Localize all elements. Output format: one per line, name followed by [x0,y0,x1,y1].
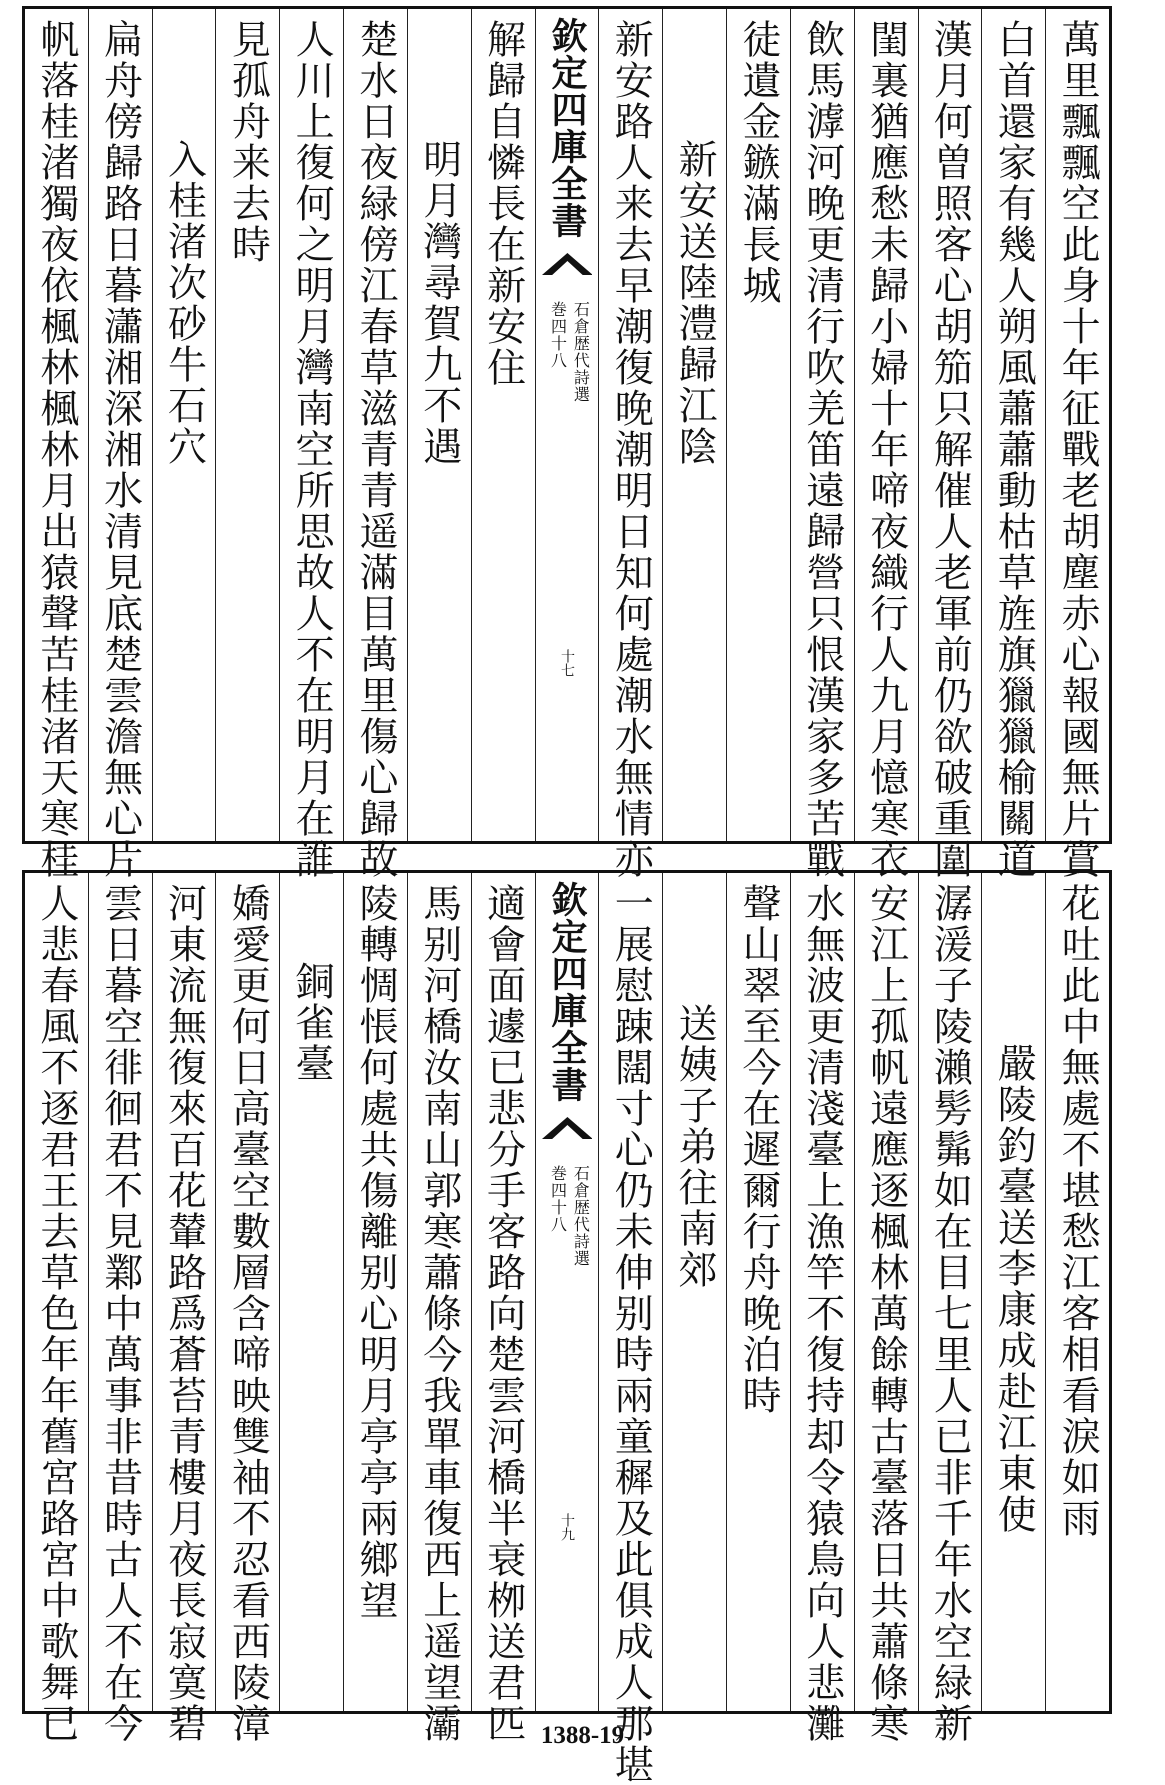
column-text: 帆落桂渚獨夜依楓林楓林月出猿聲苦桂渚天寒桂 [33,19,79,880]
text-column [279,9,343,880]
source-title: 石倉歴代詩選 [571,301,591,403]
top-page-columns [25,9,1109,880]
text-column [726,9,790,841]
text-column [343,873,407,1711]
column-text: 萬里飄飄空此身十年征戰老胡塵赤心報國無片賞 [1055,19,1101,880]
text-column [598,9,662,880]
text-column [88,873,152,1744]
text-column [1045,9,1109,880]
column-text: 水無波更清淺臺上漁竿不復持却令猿鳥向人悲灘 [799,883,845,1744]
text-column [981,9,1045,880]
text-column [598,873,662,1785]
page-id-footer: 1388-19 [540,1722,625,1749]
text-column [88,9,152,880]
column-text: 一展慰踈闊寸心仍未伸别時兩童穉及此俱成人那堪 [608,883,654,1785]
text-column [25,873,88,1744]
poem-title: 明月灣尋賀九不遇 [416,139,462,467]
book-title: 欽定四庫全書 [545,17,588,239]
volume-label: 巻四十八 [548,301,568,369]
poem-title: 銅雀臺 [289,961,335,1084]
poem-title-column [152,9,216,841]
book-title: 欽定四庫全書 [545,881,588,1103]
text-column [854,9,918,880]
poem-title-column [407,9,471,841]
poem-title-column [662,9,726,841]
column-text: 飲馬滹河晚更清行吹羌笛遠歸營只恨漢家多苦戰 [799,19,845,880]
text-column [215,9,279,841]
poem-title: 送姨子弟往南郊 [672,1003,718,1290]
center-fold-column [535,9,599,841]
poem-title-column [279,873,343,1711]
column-text: 人悲春風不逐君王去草色年年舊宮路宮中歌舞已 [33,883,79,1744]
text-column [25,9,88,880]
poem-title: 入桂渚次砂牛石穴 [161,139,207,467]
column-text: 徒遺金鏃滿長城 [735,19,781,306]
poem-title-column [981,873,1045,1711]
column-text: 馬别河橋汝南山郭寒蕭條今我單車復西上遥望灞 [416,883,462,1744]
column-text: 見孤舟来去時 [225,19,271,265]
column-text: 陵轉惆悵何處共傷離别心明月亭亭兩鄉望 [352,883,398,1621]
column-text: 雲日暮空徘徊君不見鄴中萬事非昔時古人不在今 [97,883,143,1744]
top-page [22,6,1112,880]
text-column [407,873,471,1744]
text-column [918,9,982,880]
poem-title: 嚴陵釣臺送李康成赴江東使 [991,1043,1037,1535]
text-column [471,873,535,1744]
text-column [471,9,535,841]
column-text: 扁舟傍歸路日暮瀟湘深湘水清見底楚雲澹無心片 [97,19,143,880]
text-column [918,873,982,1744]
source-title: 石倉歴代詩選 [571,1165,591,1267]
text-column [1045,873,1109,1711]
fish-tail-mark-icon [542,251,593,275]
poem-title-column [662,873,726,1711]
page-number: 十九 [558,1513,575,1541]
column-text: 白首還家有幾人朔風蕭蕭動枯草旌旗獵獵榆關道 [991,19,1037,880]
column-text: 漢月何曽照客心胡笳只解催人老軍前仍欲破重圍 [927,19,973,880]
column-text: 閨裏猶應愁未歸小婦十年啼夜織行人九月憶寒衣 [863,19,909,880]
text-column [343,9,407,880]
text-column [152,873,216,1744]
page-number: 十七 [558,649,575,677]
text-column [854,873,918,1744]
column-text: 楚水日夜緑傍江春草滋青青遥滿目萬里傷心歸故 [352,19,398,880]
text-column [726,873,790,1711]
column-text: 解歸自憐長在新安住 [480,19,526,388]
text-column [790,873,854,1744]
poem-title: 新安送陸澧歸江陰 [672,139,718,467]
column-text: 安江上孤帆遠應逐楓林萬餘轉古臺落日共蕭條寒 [863,883,909,1744]
text-column [790,9,854,880]
column-text: 潺湲子陵瀨髣髴如在目七里人已非千年水空緑新 [927,883,973,1744]
column-text: 嬌愛更何日高臺空數層含啼映雙袖不忍看西陵漳 [225,883,271,1744]
column-text: 花吐此中無處不堪愁江客相看淚如雨 [1055,883,1101,1539]
fish-tail-mark-icon [542,1115,593,1139]
text-column [215,873,279,1744]
volume-label: 巻四十八 [548,1165,568,1233]
column-text: 聲山翠至今在遲爾行舟晚泊時 [735,883,781,1416]
column-text: 適會面遽已悲分手客路向楚雲河橋半衰栁送君匹 [480,883,526,1744]
column-text: 人川上復何之明月灣南空所思故人不在明月在誰 [289,19,335,880]
column-text: 新安路人来去早潮復晚潮明日知何處潮水無情亦 [608,19,654,880]
center-fold-column [535,873,599,1711]
column-text: 河東流無復來百花輦路爲蒼苔青樓月夜長寂寞碧 [161,883,207,1744]
